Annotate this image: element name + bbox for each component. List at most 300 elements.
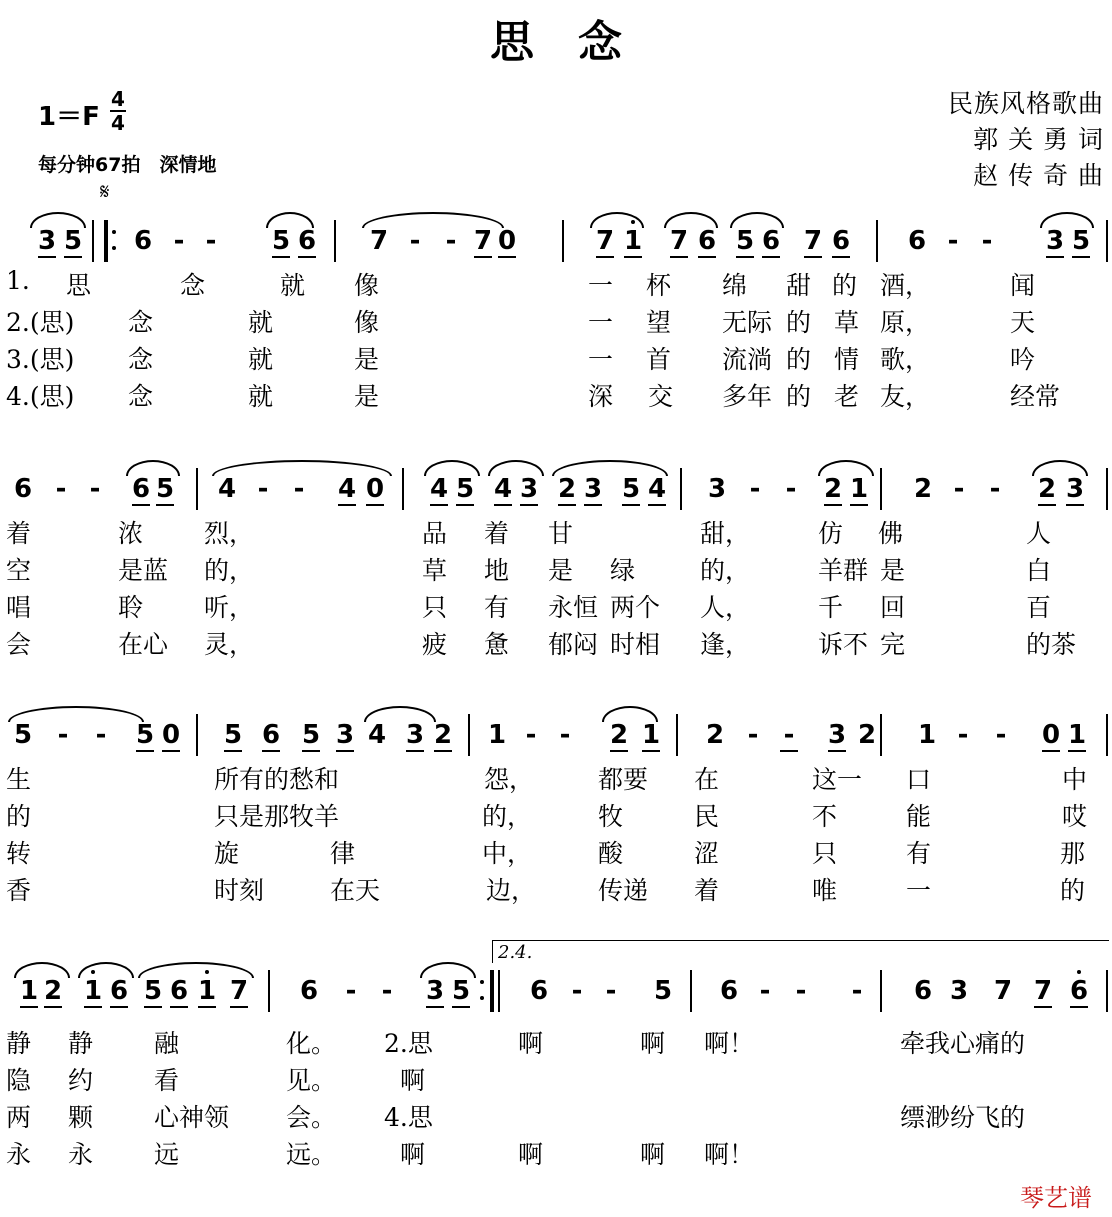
lyric: 疲 [422,630,448,659]
lyric-row-3-3 [0,834,1112,870]
note: 0 [1041,720,1061,750]
lyric: 永恒 [548,593,599,622]
lyric: 融 [154,1029,180,1058]
lyric: 空 [6,556,32,585]
bar-line [196,714,198,756]
lyric: 所有的愁和 [214,765,340,794]
note: 5 [135,720,155,750]
note: - [795,976,807,1006]
note: 6 [1069,976,1089,1006]
note: 4 [367,720,387,750]
note: - [173,226,185,256]
lyric: 能 [906,802,932,831]
lyric: 甘 [548,519,574,548]
note: 7 [229,976,249,1006]
note: 5 [155,474,175,504]
lyric: 一 [588,271,614,300]
lyric: 草 [422,556,448,585]
lyric: 传递 [598,876,649,905]
lyric: 听， [204,593,255,622]
bar-line [468,714,470,756]
lyric: 草 [834,308,860,337]
lyric: 念 [128,345,154,374]
lyric-row-3-1 [0,760,1112,796]
lyric: 一 [906,876,932,905]
bar-line [880,468,882,510]
note: 4 [337,474,357,504]
note: 3 [707,474,727,504]
note: 5 [1071,226,1091,256]
slur [488,460,544,476]
lyric: 念 [128,308,154,337]
note: 4 [647,474,667,504]
lyric-row-4-3 [0,1098,1112,1134]
slur [362,212,504,228]
note: 1 [849,474,869,504]
lyric: 心神领 [154,1103,230,1132]
lyric: 是 [880,556,906,585]
note: - [95,720,107,750]
credit-composer: 赵 传 奇 曲 [973,161,1104,190]
slur [212,460,392,476]
lyric: 惫 [484,630,510,659]
repeat-dot [112,246,116,250]
lyric: 经常 [1010,382,1061,411]
lyric: 化。 [286,1029,337,1058]
note: 6 [297,226,317,256]
note: 1 [83,976,103,1006]
note: 2 [1037,474,1057,504]
lyric-row-2-2 [0,551,1112,587]
lyric: 啊！ [704,1029,755,1058]
lyric: 的 [786,382,812,411]
note: 3 [1045,226,1065,256]
note: 3 [335,720,355,750]
note: 6 [133,226,153,256]
note: 4 [217,474,237,504]
bar-line [676,714,678,756]
lyric: 见。 [286,1066,337,1095]
lyric-row-2-1 [0,514,1112,550]
lyric: 生 [6,765,32,794]
note: - [785,474,797,504]
slur [1040,212,1094,228]
note: - [778,720,800,750]
slur [8,706,144,722]
lyric: 回 [880,593,906,622]
lyric: 念 [128,382,154,411]
note: - [747,720,759,750]
repeat-end-bar [490,970,494,1012]
lyric: 只 [422,593,448,622]
time-signature-top: 4 [111,87,125,111]
note: 6 [529,976,549,1006]
note: 7 [369,226,389,256]
lyric: 中， [482,839,533,868]
note: 6 [169,976,189,1006]
slur [138,962,254,978]
note: 5 [13,720,33,750]
note: 0 [161,720,181,750]
note: - [89,474,101,504]
lyric: 交 [648,382,674,411]
note: 6 [131,474,151,504]
lyric: 人， [700,593,751,622]
lyric: 的 [786,345,812,374]
bar-line [334,220,336,262]
note: 1 [487,720,507,750]
note: 3 [583,474,603,504]
lyric: 怨， [484,765,535,794]
lyric: 约 [68,1066,94,1095]
lyric: 静 [68,1029,94,1058]
lyric: 4.(思) [6,382,75,411]
watermark-logo: 琴艺谱 [1020,1184,1092,1212]
bar-line [880,714,882,756]
lyric: 颗 [68,1103,94,1132]
lyric: 隐 [6,1066,32,1095]
song-title: 思 念 [490,17,622,68]
lyric: 烈， [204,519,255,548]
bar-line [1106,970,1108,1012]
bar-line [876,220,878,262]
lyric: 啊 [518,1140,544,1169]
note: 7 [473,226,493,256]
bar-line [880,970,882,1012]
note: 1 [623,226,643,256]
lyric: 远。 [286,1140,337,1169]
lyric: 地 [484,556,510,585]
note: 3 [827,720,847,750]
repeat-dot [480,980,484,984]
note: - [989,474,1001,504]
lyric: 只是那牧羊 [214,802,340,831]
lyric: 的 [1060,876,1086,905]
bar-line [498,970,500,1012]
lyric: 老 [834,382,860,411]
note: 7 [595,226,615,256]
note: 3 [405,720,425,750]
lyric: 品 [422,519,448,548]
lyric: 旋 [214,839,240,868]
note: 0 [497,226,517,256]
lyric: 深 [588,382,614,411]
note: 5 [621,474,641,504]
lyric: 在心 [118,630,169,659]
note: 2 [43,976,63,1006]
slur [602,706,658,722]
lyric: 边， [486,876,537,905]
note: 1 [1067,720,1087,750]
lyric: 4.思 [384,1103,433,1132]
credit-genre: 民族风格歌曲 [947,89,1104,118]
note: 5 [301,720,321,750]
note: - [605,976,617,1006]
lyric: 两 [6,1103,32,1132]
slur [552,460,668,476]
bar-line [268,970,270,1012]
lyric: 是 [548,556,574,585]
segno-sign: 𝄋 [100,180,110,205]
slur [14,962,70,978]
lyric-row-1-1 [0,266,1112,302]
slur [664,212,718,228]
note: - [409,226,421,256]
lyric-row-4-1 [0,1024,1112,1060]
repeat-dot [112,230,116,234]
repeat-dot [480,996,484,1000]
note: - [445,226,457,256]
staff-line-2 [0,460,1112,516]
lyric: 牧 [598,802,624,831]
note: 6 [831,226,851,256]
lyric: 着 [694,876,720,905]
lyric: 时刻 [214,876,265,905]
volta-bracket [492,940,1109,963]
note: 6 [907,226,927,256]
tempo-marking: 每分钟67拍 深情地 [38,154,217,176]
bar-line [92,220,94,262]
note: 1 [641,720,661,750]
lyric: 绿 [610,556,636,585]
lyric: 首 [646,345,672,374]
lyric: 啊！ [704,1140,755,1169]
note: 2 [705,720,725,750]
note: 7 [803,226,823,256]
note: 2 [823,474,843,504]
bar-line [402,468,404,510]
note: 3 [37,226,57,256]
lyric: 着 [484,519,510,548]
note: - [57,720,69,750]
credit-lyricist: 郭 关 勇 词 [973,125,1104,154]
lyric: 百 [1026,593,1052,622]
lyric: 涩 [694,839,720,868]
lyric-row-4-4 [0,1135,1112,1171]
lyric: 友， [880,382,931,411]
note: 5 [63,226,83,256]
slur [424,460,480,476]
lyric: 不 [812,802,838,831]
lyric: 有 [484,593,510,622]
note: 7 [1033,976,1053,1006]
lyric: 口 [906,765,932,794]
lyric: 2.(思) [6,308,75,337]
lyric-row-3-4 [0,871,1112,907]
note: 1 [917,720,937,750]
lyric: 的， [204,556,255,585]
note: 3 [425,976,445,1006]
staff-line-3 [0,706,1112,762]
note: 1 [19,976,39,1006]
lyric: 的茶 [1026,630,1077,659]
lyric: 远 [154,1140,180,1169]
bar-line [1106,468,1108,510]
lyric-row-2-3 [0,588,1112,624]
lyric: 杯 [646,271,672,300]
lyric-row-1-3 [0,340,1112,376]
lyric: 聆 [118,593,144,622]
lyric: 香 [6,876,32,905]
lyric: 无际 [722,308,773,337]
lyric: 静 [6,1029,32,1058]
note: 6 [719,976,739,1006]
lyric: 像 [354,271,380,300]
repeat-start-bar [104,220,108,262]
lyric: 啊 [400,1140,426,1169]
note: - [571,976,583,1006]
note: 2 [433,720,453,750]
lyric-row-1-4 [0,377,1112,413]
lyric: 歌， [880,345,931,374]
note: 5 [653,976,673,1006]
lyric: 浓 [118,519,144,548]
bar-line [1106,220,1108,262]
lyric: 2.思 [384,1029,433,1058]
lyric: 就 [248,382,274,411]
note: - [749,474,761,504]
lyric: 这一 [812,765,863,794]
bar-line [562,220,564,262]
lyric: 千 [818,593,844,622]
note: - [293,474,305,504]
slur [818,460,874,476]
lyric: 甜 [786,271,812,300]
lyric: 啊 [640,1029,666,1058]
lyric: 那 [1060,839,1086,868]
lyric: 白 [1026,556,1052,585]
lyric: 天 [1010,308,1036,337]
note: 6 [913,976,933,1006]
note: 5 [455,474,475,504]
note: 0 [365,474,385,504]
note: 1 [197,976,217,1006]
lyric-row-3-2 [0,797,1112,833]
note: 2 [609,720,629,750]
lyric: 望 [646,308,672,337]
slur [364,706,436,722]
note: 6 [761,226,781,256]
lyric: 永 [68,1140,94,1169]
lyric: 完 [880,630,906,659]
lyric: 的， [482,802,533,831]
slur [1032,460,1088,476]
lyric: 的 [786,308,812,337]
lyric: 是 [354,382,380,411]
lyric: 律 [330,839,356,868]
note: 5 [271,226,291,256]
lyric: 吟 [1010,345,1036,374]
slur [590,212,644,228]
note: 5 [451,976,471,1006]
lyric: 是 [354,345,380,374]
lyric: 情 [834,345,860,374]
lyric: 1. [6,266,30,295]
lyric: 民 [694,802,720,831]
lyric: 缥渺纷飞的 [900,1103,1026,1132]
lyric: 灵， [204,630,255,659]
lyric: 唱 [6,593,32,622]
lyric: 唯 [812,876,838,905]
lyric: 是蓝 [118,556,169,585]
note: - [947,226,959,256]
note: 6 [261,720,281,750]
lyric: 人 [1026,519,1052,548]
bar-line [1106,714,1108,756]
staff-line-1 [0,212,1112,268]
key-signature: 1＝F [38,102,100,132]
note: 6 [13,474,33,504]
note: 6 [109,976,129,1006]
lyric: 像 [354,308,380,337]
slur [78,962,134,978]
note: 3 [1065,474,1085,504]
lyric: 的 [6,802,32,831]
lyric: 有 [906,839,932,868]
lyric: 一 [588,345,614,374]
note: - [525,720,537,750]
lyric: 一 [588,308,614,337]
lyric: 的 [832,271,858,300]
lyric: 两个 [610,593,661,622]
note: 6 [299,976,319,1006]
staff-line-4 [0,962,1112,1018]
lyric: 羊群 [818,556,869,585]
lyric: 的， [700,556,751,585]
lyric: 闻 [1010,271,1036,300]
lyric: 牵我心痛的 [900,1029,1026,1058]
note: 3 [949,976,969,1006]
lyric: 酒， [880,271,931,300]
note: 4 [429,474,449,504]
bar-line [690,970,692,1012]
slur [266,212,314,228]
lyric: 仿 [818,519,844,548]
lyric: 哎 [1062,802,1088,831]
note: 5 [735,226,755,256]
lyric: 佛 [878,519,904,548]
lyric: 啊 [518,1029,544,1058]
slur [126,460,180,476]
note: - [851,976,863,1006]
note: 2 [913,474,933,504]
lyric: 在 [694,765,720,794]
note: 7 [993,976,1013,1006]
lyric: 中 [1062,765,1088,794]
note: 7 [669,226,689,256]
note: - [55,474,67,504]
slur [420,962,476,978]
note: 2 [557,474,577,504]
bar-line [680,468,682,510]
note: - [981,226,993,256]
time-signature-bottom: 4 [111,111,125,135]
lyric: 就 [248,308,274,337]
lyric: 绵 [722,271,748,300]
note: - [205,226,217,256]
lyric: 看 [154,1066,180,1095]
slur [730,212,784,228]
note: - [345,976,357,1006]
note: - [957,720,969,750]
lyric: 在天 [330,876,381,905]
time-signature [108,88,128,134]
note: 5 [223,720,243,750]
lyric: 只 [812,839,838,868]
lyric: 就 [280,271,306,300]
lyric: 时相 [610,630,661,659]
lyric: 念 [180,271,206,300]
